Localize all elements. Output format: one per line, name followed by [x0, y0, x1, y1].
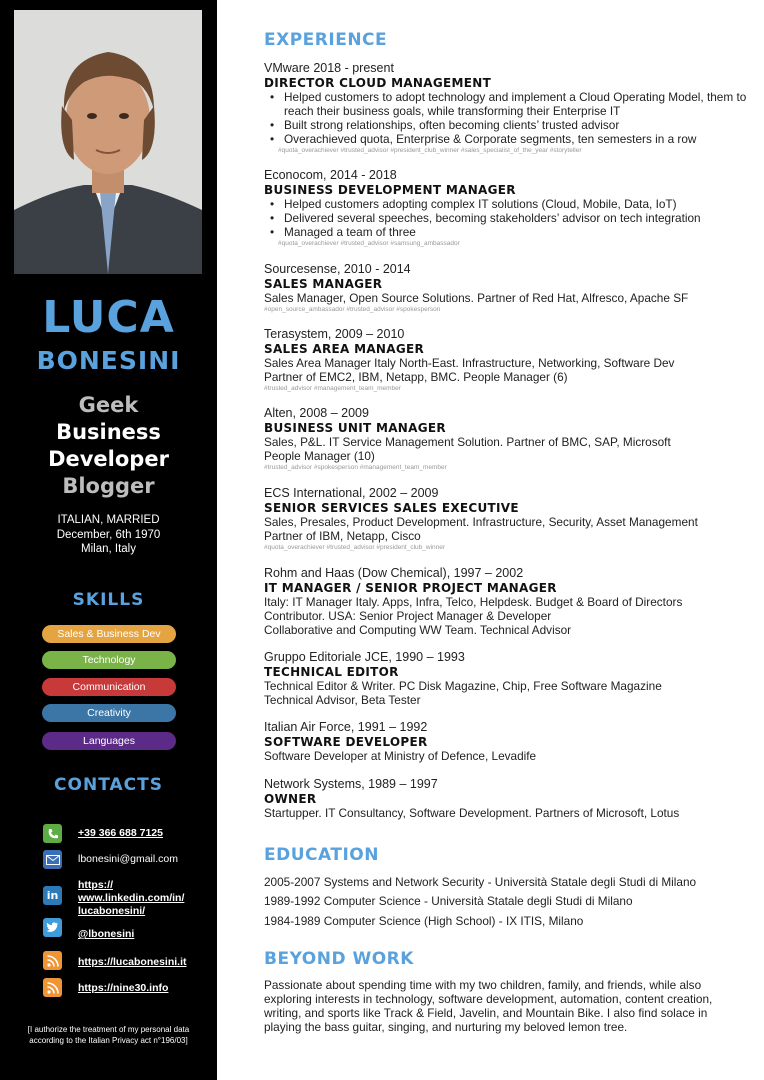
nationality-status: ITALIAN, MARRIED — [57, 514, 160, 526]
job-entry — [264, 777, 754, 820]
first-name: LUCA — [42, 292, 175, 343]
job-description: Startupper. IT Consultancy, Software Development. Partners of Microsoft, Lotus — [264, 806, 680, 820]
beyond-work-text: Passionate about spending time with my two children, family, and friends, while also exploring interests in technology, software development, automation, content creation, writing, and sports like Track & Field, Javelin, and Mountain Bike. I also find solace in playing the bass guitar, singing, and nurturing my beloved lemon tree. — [264, 978, 713, 1034]
job-description: Sales, P&L. IT Service Management Solution. Partner of BMC, SAP, Microsoft People Manager (10) — [264, 435, 671, 463]
job-period: ECS International, 2002 – 2009 — [264, 486, 439, 500]
role-developer: Developer — [48, 447, 169, 471]
linkedin-link[interactable]: https:// www.linkedin.com/in/ lucabonesini/ — [78, 879, 185, 917]
job-description: Software Developer at Ministry of Defence, Levadife — [264, 749, 537, 763]
job-period: Network Systems, 1989 – 1997 — [264, 777, 438, 791]
education-item: 2005-2007 Systems and Network Security - Università Statale degli Studi di Milano — [264, 875, 697, 889]
birth-date: December, 6th 1970 — [56, 528, 161, 541]
education-item: 1984-1989 Computer Science (High School) - IX ITIS, Milano — [264, 914, 584, 928]
role-geek: Geek — [78, 393, 139, 417]
job-tags: #trusted_advisor #management_team_member — [264, 385, 401, 392]
profile-photo — [14, 10, 202, 274]
phone-link[interactable]: +39 366 688 7125 — [78, 827, 163, 839]
skill-badge: Languages — [42, 732, 176, 750]
twitter-handle[interactable]: @lbonesini — [78, 928, 135, 940]
job-title: SALES MANAGER — [264, 277, 383, 291]
personal-info — [0, 513, 217, 557]
job-description: Sales Area Manager Italy North-East. Infrastructure, Networking, Software Dev Partner of EMC2, IBM, Netapp, BMC. People Manager (6) — [264, 356, 675, 384]
job-period: Sourcesense, 2010 - 2014 — [264, 262, 411, 276]
job-description: Sales, Presales, Product Development. Infrastructure, Security, Asset Management Partner of IBM, Netapp, Cisco — [264, 515, 698, 543]
contact-linkedin[interactable] — [43, 879, 184, 918]
contact-phone[interactable] — [43, 824, 163, 843]
job-entry — [264, 720, 754, 763]
education-item: 1989-1992 Computer Science - Università Statale degli Studi di Milano — [264, 894, 633, 908]
job-entry — [264, 406, 754, 473]
job-period: VMware 2018 - present — [264, 61, 394, 75]
phone-icon — [43, 824, 62, 843]
role-blogger: Blogger — [62, 474, 155, 498]
job-description: Sales Manager, Open Source Solutions. Partner of Red Hat, Alfresco, Apache SF — [264, 291, 689, 305]
job-tags: #open_source_ambassador #trusted_advisor #spokesperson — [264, 306, 441, 313]
last-name: BONESINI — [36, 346, 181, 375]
job-tags: #trusted_advisor #spokesperson #management_team_member — [264, 464, 447, 471]
job-title: SOFTWARE DEVELOPER — [264, 735, 428, 749]
skill-badge: Creativity — [42, 704, 176, 722]
skill-badge: Technology — [42, 651, 176, 669]
job-tags: #quota_overachiever #trusted_advisor #president_club_winner #sales_specialist_of_the_year #storyteller — [278, 147, 582, 154]
sidebar — [0, 0, 217, 1080]
contacts-heading: CONTACTS — [54, 775, 163, 795]
contact-nine30[interactable] — [43, 978, 168, 997]
email-icon — [43, 850, 62, 869]
job-period: Alten, 2008 – 2009 — [264, 406, 369, 420]
job-title: SALES AREA MANAGER — [264, 342, 425, 356]
education-heading: EDUCATION — [264, 845, 379, 865]
job-bullet: • Helped customers adopting complex IT solutions (Cloud, Mobile, Data, IoT) — [264, 197, 754, 211]
nine30-link[interactable]: https://nine30.info — [78, 982, 169, 994]
job-title: DIRECTOR CLOUD MANAGEMENT — [264, 76, 492, 90]
job-entry — [264, 650, 754, 707]
twitter-icon — [43, 918, 62, 937]
rss-icon — [43, 951, 62, 970]
job-entry — [264, 168, 754, 249]
job-period: Italian Air Force, 1991 – 1992 — [264, 720, 428, 734]
job-title: BUSINESS UNIT MANAGER — [264, 421, 446, 435]
job-entry — [264, 566, 754, 637]
blog-link[interactable]: https://lucabonesini.it — [78, 956, 187, 968]
job-bullet: • Overachieved quota, Enterprise & Corporate segments, ten semesters in a row — [264, 132, 754, 146]
job-bullet: • Delivered several speeches, becoming stakeholders’ advisor on tech integration — [264, 211, 754, 225]
job-entry — [264, 327, 754, 394]
email-text[interactable]: lbonesini@gmail.com — [78, 853, 178, 865]
job-period: Econocom, 2014 - 2018 — [264, 168, 397, 182]
job-bullet: • Helped customers to adopt technology and implement a Cloud Operating Model, them to reach their business goals, while transforming their Enterprise IT — [264, 90, 754, 118]
job-entry — [264, 61, 754, 156]
contact-blog[interactable] — [43, 951, 187, 970]
contact-email[interactable] — [43, 850, 178, 869]
rss-icon — [43, 978, 62, 997]
job-title: SENIOR SERVICES SALES EXECUTIVE — [264, 501, 519, 515]
job-period: Terasystem, 2009 – 2010 — [264, 327, 405, 341]
job-bullet: • Built strong relationships, often becoming clients’ trusted advisor — [264, 118, 754, 132]
roles — [0, 392, 217, 500]
job-entry — [264, 262, 754, 315]
job-tags: #quota_overachiever #trusted_advisor #president_club_winner — [264, 544, 446, 551]
contact-twitter[interactable] — [43, 918, 134, 941]
job-entry — [264, 486, 754, 553]
job-period: Rohm and Haas (Dow Chemical), 1997 – 2002 — [264, 566, 524, 580]
job-title: IT MANAGER / SENIOR PROJECT MANAGER — [264, 581, 557, 595]
experience-heading: EXPERIENCE — [264, 30, 388, 50]
job-description: Technical Editor & Writer. PC Disk Magazine, Chip, Free Software Magazine Technical Advisor, Beta Tester — [264, 679, 662, 707]
location: Milan, Italy — [81, 543, 136, 555]
job-period: Gruppo Editoriale JCE, 1990 – 1993 — [264, 650, 465, 664]
job-description: Italy: IT Manager Italy. Apps, Infra, Telco, Helpdesk. Budget & Board of Directors Contributor. USA: Senior Project Manager & Developer Collaborative and Computing WW Team. Technical Advisor — [264, 595, 683, 637]
privacy-notice: [I authorize the treatment of my personal data according to the Italian Privacy act n°196/03] — [27, 1025, 190, 1045]
role-business: Business — [56, 420, 161, 444]
job-title: OWNER — [264, 792, 317, 806]
linkedin-icon: in — [43, 886, 62, 905]
beyond-work-heading: BEYOND WORK — [264, 949, 414, 969]
skill-badge: Communication — [42, 678, 176, 696]
skills-heading: SKILLS — [72, 590, 145, 610]
job-title: TECHNICAL EDITOR — [264, 665, 399, 679]
job-title: BUSINESS DEVELOPMENT MANAGER — [264, 183, 516, 197]
skill-badge: Sales & Business Dev — [42, 625, 176, 643]
job-tags: #quota_overachiever #trusted_advisor #samsung_ambassador — [278, 240, 460, 247]
job-bullet: • Managed a team of three — [264, 225, 754, 239]
